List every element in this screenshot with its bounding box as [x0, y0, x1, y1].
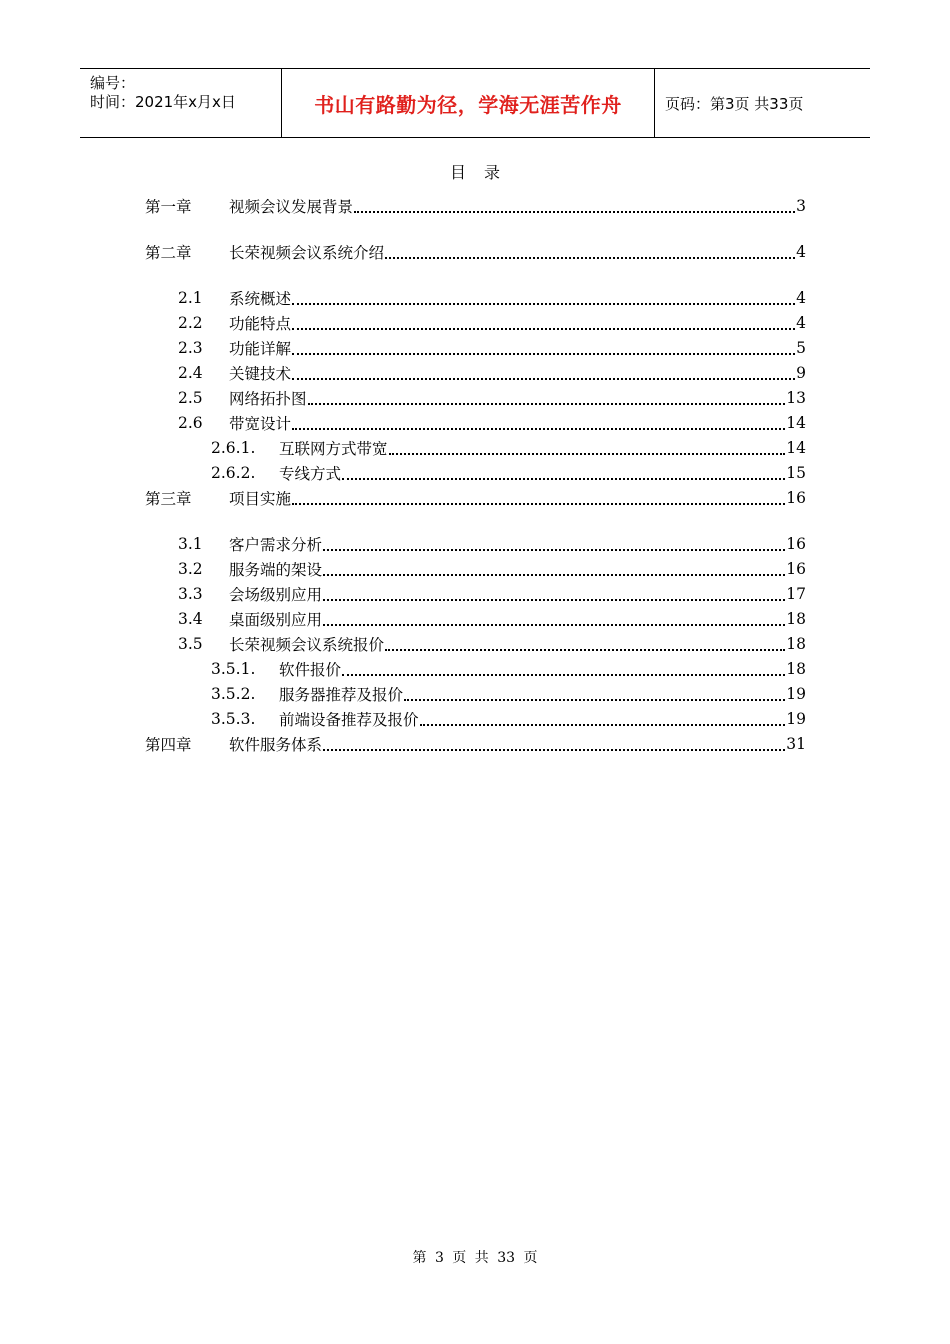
toc-entry-page: 3	[796, 196, 806, 215]
toc-entry-title: 项目实施	[229, 489, 292, 508]
dot-leader	[342, 478, 785, 480]
toc-entry-2-3[interactable]	[145, 335, 806, 360]
dot-leader	[323, 599, 785, 601]
toc-entry-3-2[interactable]	[145, 556, 806, 581]
toc-entry-number: 2.5	[178, 388, 203, 407]
toc-entry-page: 16	[786, 534, 806, 553]
toc-entry-2-4[interactable]	[145, 360, 806, 385]
table-of-contents	[145, 193, 806, 756]
header-page-cell	[655, 69, 870, 137]
dot-leader	[323, 749, 785, 751]
toc-entry-page: 18	[786, 609, 806, 628]
toc-entry-page: 4	[796, 313, 806, 332]
toc-entry-2-6[interactable]	[145, 410, 806, 435]
toc-entry-number: 3.5.2.	[211, 684, 256, 703]
toc-entry-2-5[interactable]	[145, 385, 806, 410]
toc-entry-number: 3.3	[178, 584, 203, 603]
toc-entry-title: 系统概述	[229, 289, 292, 308]
toc-entry-number: 第二章	[145, 243, 192, 262]
toc-entry-title: 功能特点	[229, 314, 292, 333]
toc-entry-page: 31	[786, 734, 806, 753]
toc-entry-page: 18	[786, 634, 806, 653]
dot-leader	[323, 574, 785, 576]
dot-leader	[385, 649, 785, 651]
toc-entry-page: 15	[786, 463, 806, 482]
page-footer: 第 3 页 共 33 页	[412, 1250, 538, 1266]
toc-entry-number: 第四章	[145, 735, 192, 754]
toc-entry-number: 2.1	[178, 288, 203, 307]
toc-entry-page: 18	[786, 659, 806, 678]
toc-entry-page: 16	[786, 488, 806, 507]
page-info: 页码：第3页 共33页	[665, 94, 804, 113]
toc-entry-3-5-1[interactable]	[145, 656, 806, 681]
dot-leader	[292, 503, 785, 505]
toc-entry-title: 服务器推荐及报价	[279, 685, 404, 704]
toc-entry-page: 4	[796, 242, 806, 261]
dot-leader	[292, 328, 795, 330]
dot-leader	[420, 724, 786, 726]
toc-entry-page: 14	[786, 438, 806, 457]
header-motto-cell	[281, 69, 655, 137]
toc-entry-3-5[interactable]	[145, 631, 806, 656]
toc-entry-page: 17	[786, 584, 806, 603]
toc-entry-ch3[interactable]	[145, 485, 806, 510]
toc-entry-2-6-2[interactable]	[145, 460, 806, 485]
toc-entry-number: 第一章	[145, 197, 192, 216]
dot-leader	[292, 428, 785, 430]
motto: 书山有路勤为径，学海无涯苦作舟	[314, 92, 622, 117]
dot-leader	[292, 353, 795, 355]
toc-entry-number: 第三章	[145, 489, 192, 508]
toc-entry-page: 4	[796, 288, 806, 307]
toc-entry-number: 3.5	[178, 634, 203, 653]
toc-entry-number: 3.4	[178, 609, 203, 628]
toc-entry-title: 专线方式	[279, 464, 342, 483]
dot-leader	[292, 378, 795, 380]
toc-entry-number: 2.6.1.	[211, 438, 256, 457]
toc-entry-title: 关键技术	[229, 364, 292, 383]
toc-entry-title: 前端设备推荐及报价	[279, 710, 419, 729]
toc-entry-number: 3.1	[178, 534, 203, 553]
toc-entry-title: 服务端的架设	[229, 560, 323, 579]
toc-entry-2-6-1[interactable]	[145, 435, 806, 460]
toc-entry-number: 3.2	[178, 559, 203, 578]
toc-entry-number: 2.4	[178, 363, 203, 382]
dot-leader	[404, 699, 785, 701]
toc-entry-title: 功能详解	[229, 339, 292, 358]
date-label: 时间：2021年x月x日	[90, 93, 236, 111]
toc-entry-title: 互联网方式带宽	[279, 439, 388, 458]
toc-entry-3-4[interactable]	[145, 606, 806, 631]
dot-leader	[354, 211, 795, 213]
dot-leader	[323, 624, 785, 626]
toc-entry-2-1[interactable]	[145, 285, 806, 310]
toc-entry-page: 13	[786, 388, 806, 407]
toc-entry-3-3[interactable]	[145, 581, 806, 606]
serial-label: 编号：	[90, 74, 136, 92]
header-left-cell	[80, 69, 280, 137]
dot-leader	[385, 257, 795, 259]
toc-entry-page: 9	[796, 363, 806, 382]
toc-entry-page: 14	[786, 413, 806, 432]
toc-entry-title: 长荣视频会议系统报价	[229, 635, 385, 654]
dot-leader	[389, 453, 786, 455]
dot-leader	[308, 403, 786, 405]
toc-entry-page: 16	[786, 559, 806, 578]
toc-title: 目录	[449, 163, 518, 182]
toc-entry-3-5-3[interactable]	[145, 706, 806, 731]
dot-leader	[292, 303, 795, 305]
dot-leader	[342, 674, 785, 676]
toc-entry-title: 视频会议发展背景	[229, 197, 354, 216]
toc-entry-title: 软件报价	[279, 660, 342, 679]
toc-entry-title: 网络拓扑图	[229, 389, 307, 408]
toc-entry-title: 软件服务体系	[229, 735, 323, 754]
page-header	[80, 68, 870, 138]
toc-entry-page: 5	[796, 338, 806, 357]
toc-entry-title: 客户需求分析	[229, 535, 323, 554]
toc-entry-number: 2.3	[178, 338, 203, 357]
toc-entry-title: 长荣视频会议系统介绍	[229, 243, 385, 262]
toc-entry-number: 2.2	[178, 313, 203, 332]
toc-entry-page: 19	[786, 684, 806, 703]
toc-entry-3-1[interactable]	[145, 531, 806, 556]
toc-entry-number: 3.5.1.	[211, 659, 256, 678]
toc-entry-page: 19	[786, 709, 806, 728]
toc-entry-title: 带宽设计	[229, 414, 292, 433]
toc-entry-ch1[interactable]	[145, 193, 806, 218]
toc-entry-number: 2.6	[178, 413, 203, 432]
dot-leader	[323, 549, 785, 551]
toc-entry-ch4[interactable]	[145, 731, 806, 756]
toc-entry-number: 3.5.3.	[211, 709, 256, 728]
toc-entry-title: 会场级别应用	[229, 585, 323, 604]
toc-entry-2-2[interactable]	[145, 310, 806, 335]
toc-entry-number: 2.6.2.	[211, 463, 256, 482]
toc-entry-3-5-2[interactable]	[145, 681, 806, 706]
toc-entry-title: 桌面级别应用	[229, 610, 323, 629]
toc-entry-ch2[interactable]	[145, 239, 806, 264]
